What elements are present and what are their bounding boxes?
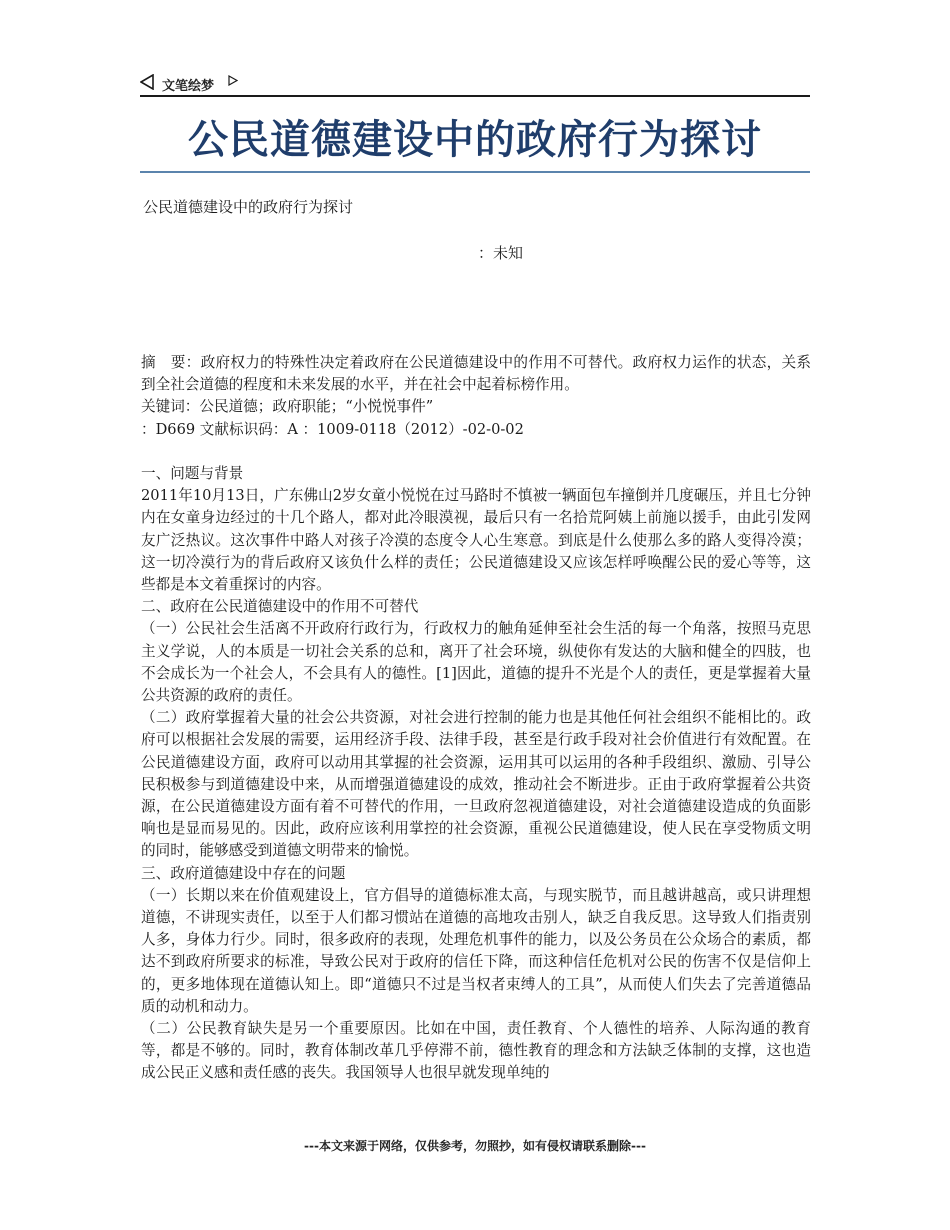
- document-body: [141, 352, 811, 1085]
- paragraph: （二）公民教育缺失是另一个重要原因。比如在中国，责任教育、个人德性的培养、人际沟通的教育等，都是不够的。同时，教育体制改革几乎停滞不前，德性教育的理念和方法缺乏体制的支撑，这也造成公民正义感和责任感的丧失。我国领导人也很早就发现单纯的: [141, 1020, 811, 1082]
- page-header: [140, 72, 810, 94]
- keywords: 关键词：公民道德；政府职能；“小悦悦事件”: [141, 398, 434, 416]
- paragraph: （一）长期以来在价值观建设上，官方倡导的道德标准太高，与现实脱节，而且越讲越高，或只讲理想道德，不讲现实责任，以至于人们都习惯站在道德的高地攻击别人，缺乏自我反思。这导致人们指责别人多，身体力行少。同时，很多政府的表现，处理危机事件的能力，以及公务员在公众场合的素质，都达不到政府所要求的标准，导致公民对于政府的信任下降，而这种信任危机对公民的伤害不仅是信仰上的，更多地体现在道德认知上。即“道德只不过是当权者束缚人的工具”，从而使人们失去了完善道德品质的动机和动力。: [141, 886, 811, 1015]
- triangle-right-icon: [228, 75, 238, 86]
- paragraph: （一）公民社会生活离不开政府行政行为，行政权力的触角延伸至社会生活的每一个角落，按照马克思主义学说，人的本质是一切社会关系的总和，离开了社会环境，纵使你有发达的大脑和健全的四肢，也不会成长为一个社会人，不会具有人的德性。[1]因此，道德的提升不光是个人的责任，更是掌握着大量公共资源的政府的责任。: [141, 620, 811, 705]
- footer-disclaimer: ---本文来源于网络，仅供参考，勿照抄，如有侵权请联系删除---: [304, 1139, 646, 1153]
- section-heading: 一、问题与背景: [141, 465, 244, 482]
- brand-name: 文笔绘梦: [162, 79, 215, 94]
- paragraph: 2011年10月13日，广东佛山2岁女童小悦悦在过马路时不慎被一辆面包车撞倒并几度碾压，并且七分钟内在女童身边经过的十几个路人，都对此冷眼漠视，最后只有一名拾荒阿姨上前施以援手，由此引发网友广泛热议。这次事件中路人对孩子冷漠的态度令人心生寒意。到底是什么使那么多的路人变得冷漠；这一切冷漠行为的背后政府又该负什么样的责任；公民道德建设又应该怎样呼唤醒公民的爱心等等，这些都是本文着重探讨的内容。: [141, 487, 811, 594]
- title-rule: [140, 171, 810, 173]
- document-title: 公民道德建设中的政府行为探讨: [188, 117, 762, 163]
- classification: ：D669 文献标识码：A ：1009-0118（2012）-02-0-02: [141, 420, 524, 438]
- triangle-left-icon: [140, 74, 154, 90]
- section-heading: 二、政府在公民道德建设中的作用不可替代: [141, 598, 419, 616]
- abstract: 摘 要：政府权力的特殊性决定着政府在公民道德建设中的作用不可替代。政府权力运作的状态，关系到全社会道德的程度和未来发展的水平，并在社会中起着标榜作用。: [141, 354, 811, 394]
- paragraph-gap: [141, 441, 811, 463]
- document-subtitle: 公民道德建设中的政府行为探讨: [143, 198, 354, 216]
- paragraph: （二）政府掌握着大量的社会公共资源，对社会进行控制的能力也是其他任何社会组织不能相比的。政府可以根据社会发展的需要，运用经济手段、法律手段，甚至是行政手段对社会价值进行有效配置。在公民道德建设方面，政府可以动用其掌握的社会资源，运用其可以运用的各种手段组织、激励、引导公民积极参与到道德建设中来，从而增强道德建设的成效，推动社会不断进步。正由于政府掌握着公共资源，在公民道德建设方面有着不可替代的作用，一旦政府忽视道德建设，对社会道德建设造成的负面影响也是显而易见的。因此，政府应该利用掌控的社会资源，重视公民道德建设，使人民在享受物质文明的同时，能够感受到道德文明带来的愉悦。: [141, 709, 811, 860]
- author-line: ：未知: [478, 244, 524, 262]
- header-rule: [140, 95, 810, 97]
- section-heading: 三、政府道德建设中存在的问题: [141, 864, 346, 882]
